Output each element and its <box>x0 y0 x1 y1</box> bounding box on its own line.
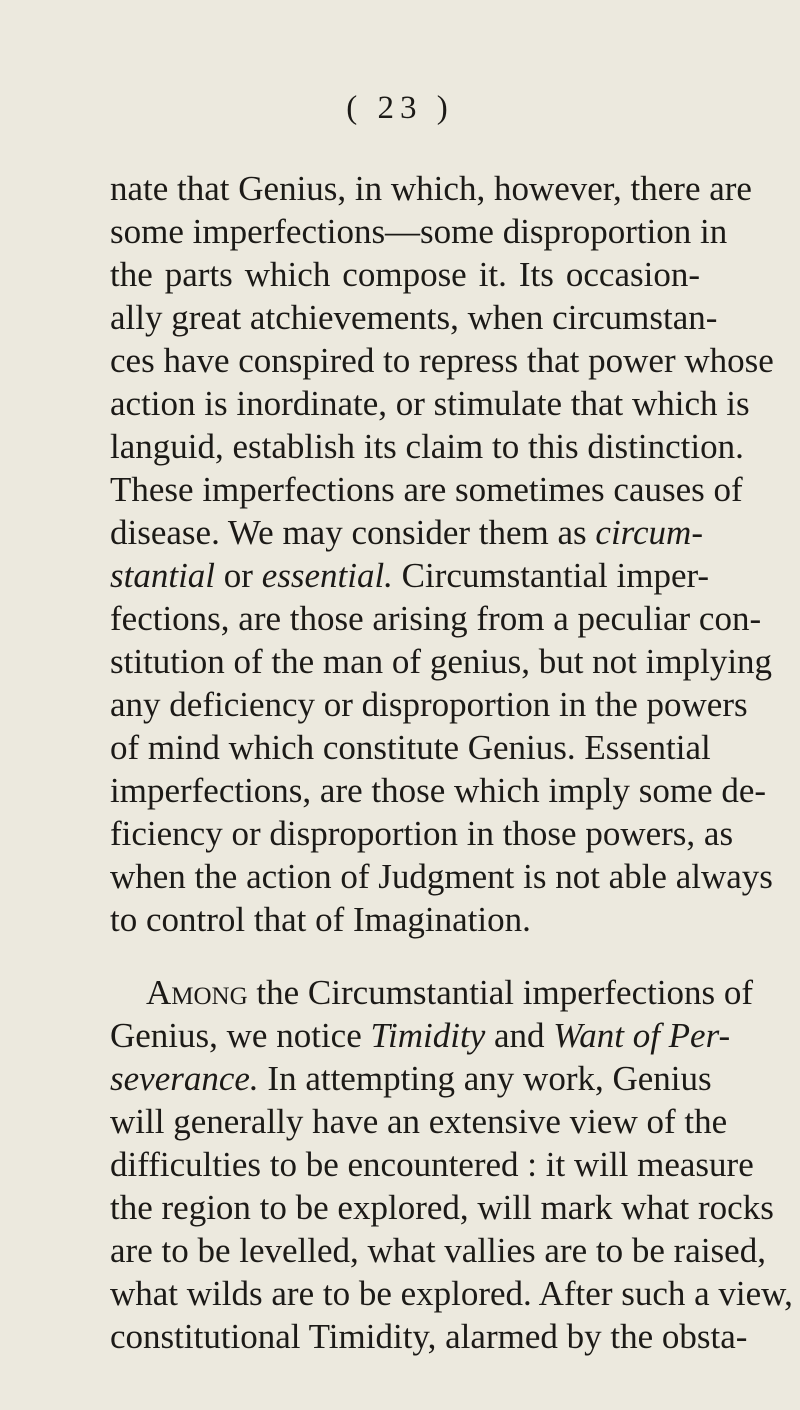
text-line: the parts which compose it. Its occasion- <box>110 255 700 294</box>
text-line <box>146 973 754 1013</box>
italic-term: circum- <box>595 513 703 552</box>
text-line: will generally have an extensive view of the <box>110 1102 728 1141</box>
text-run: the Circumstantial imperfections of <box>247 973 754 1012</box>
text-line: ally great atchievements, when circumstan- <box>110 298 718 337</box>
text-line: ces have conspired to repress that power whose <box>110 341 774 380</box>
text-line: are to be levelled, what vallies are to be raised, <box>110 1231 766 1270</box>
text-line: what wilds are to be explored. After such a view, <box>110 1274 793 1313</box>
text-run: Circumstantial imper- <box>392 556 710 595</box>
page-number: ( 23 ) <box>346 90 454 126</box>
text-line: some imperfections—some disproportion in <box>110 212 728 251</box>
text-line: when the action of Judgment is not able always <box>110 857 773 896</box>
text-line <box>110 1059 712 1099</box>
text-line: These imperfections are sometimes causes of <box>110 470 743 509</box>
text-run: disease. We may consider them as <box>110 513 596 552</box>
text-run: and <box>485 1016 554 1055</box>
text-line: imperfections, are those which imply some de- <box>110 771 767 810</box>
text-run: Genius, we notice <box>110 1016 371 1055</box>
text-line <box>110 556 710 596</box>
italic-term: Want of Per- <box>553 1016 731 1055</box>
text-line: nate that Genius, in which, however, there are <box>110 169 752 208</box>
small-caps-lead: Among <box>146 973 248 1012</box>
text-line: ficiency or disproportion in those powers, as <box>110 814 734 853</box>
text-line <box>110 1016 731 1056</box>
text-line: action is inordinate, or stimulate that which is <box>110 384 750 423</box>
text-line: fections, are those arising from a peculiar con- <box>110 599 762 638</box>
text-line: difficulties to be encountered : it will measure <box>110 1145 754 1184</box>
text-run: or <box>215 556 262 595</box>
italic-term: stantial <box>110 556 216 595</box>
italic-term: severance. <box>110 1059 259 1098</box>
text-run: In attempting any work, Genius <box>258 1059 712 1098</box>
text-line <box>110 513 703 553</box>
italic-term: Timidity <box>370 1016 486 1055</box>
text-line: stitution of the man of genius, but not implying <box>110 642 773 681</box>
italic-term: essential. <box>261 556 393 595</box>
text-line: of mind which constitute Genius. Essential <box>110 728 711 767</box>
text-line: languid, establish its claim to this distinction. <box>110 427 744 466</box>
text-line: any deficiency or disproportion in the powers <box>110 685 748 724</box>
text-line: constitutional Timidity, alarmed by the obsta- <box>110 1317 748 1356</box>
text-line: to control that of Imagination. <box>110 900 531 939</box>
text-line: the region to be explored, will mark what rocks <box>110 1188 774 1227</box>
